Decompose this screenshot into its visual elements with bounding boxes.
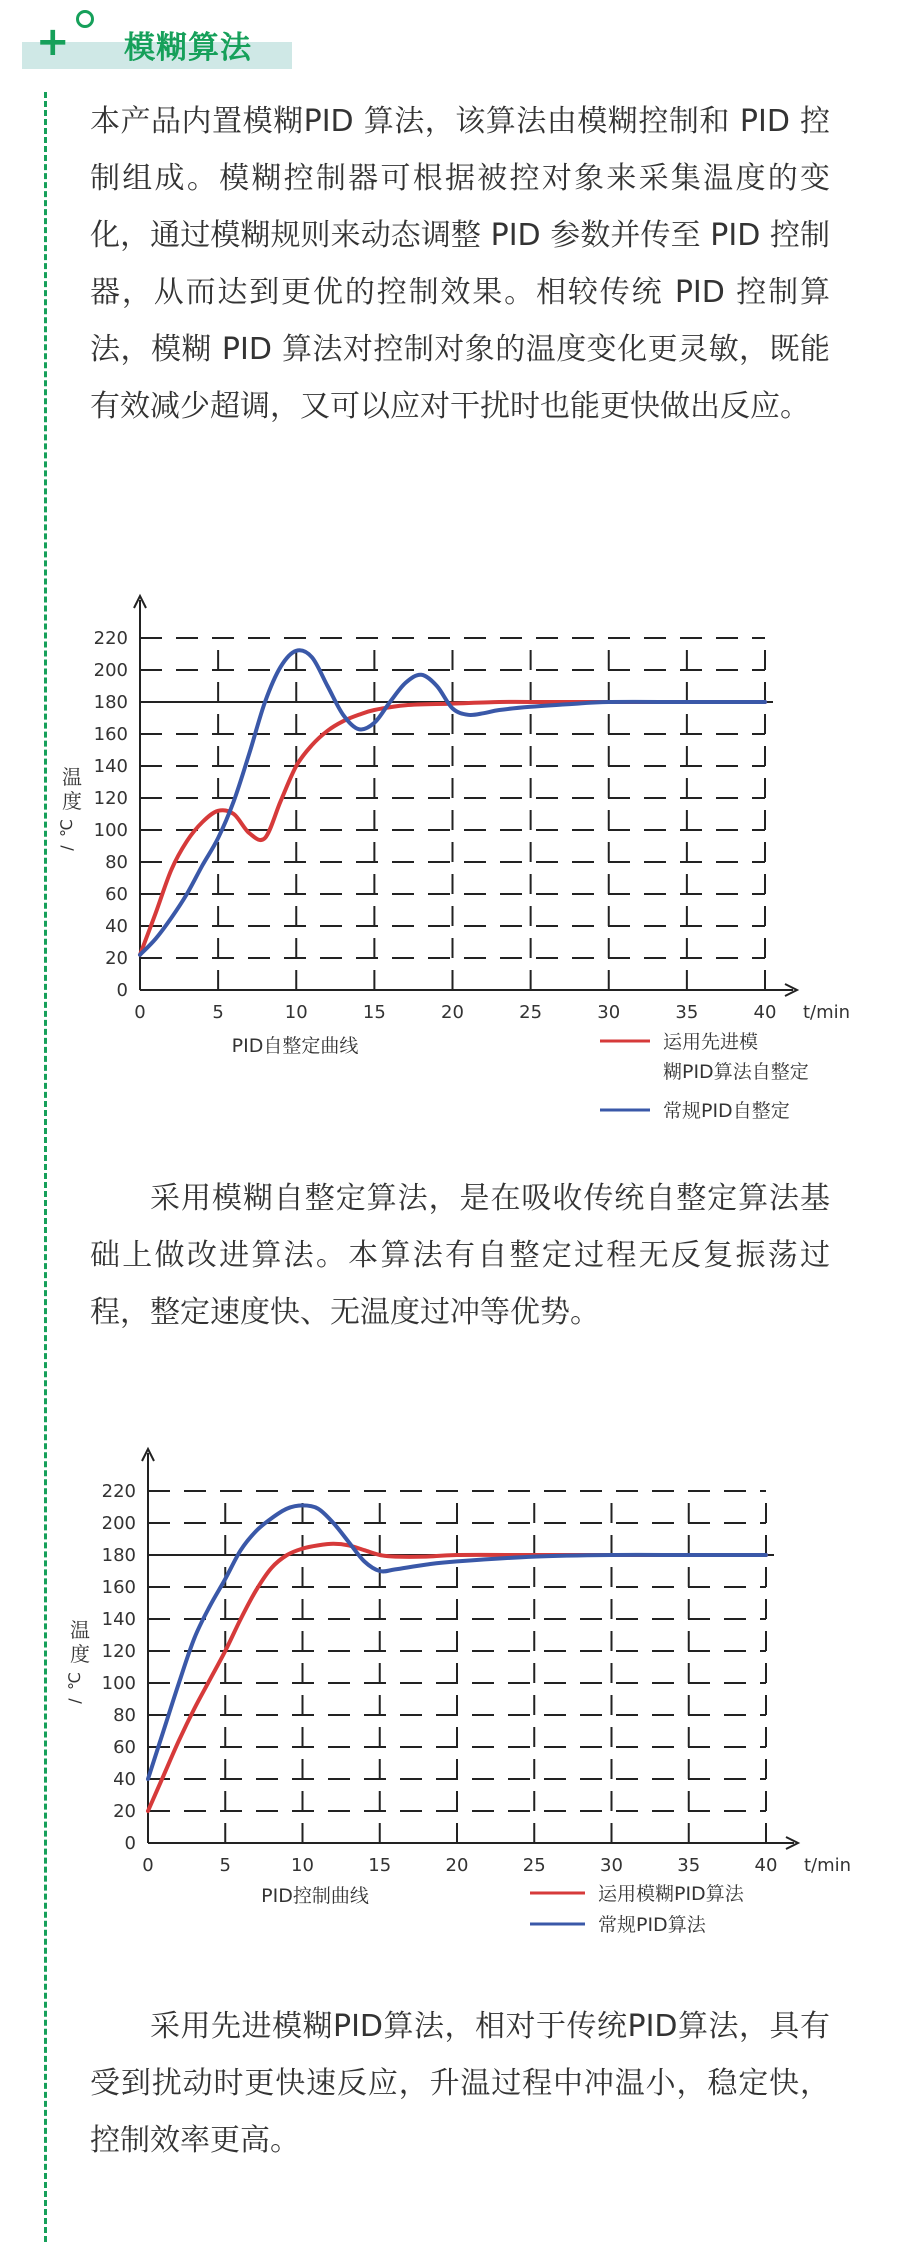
y-axis-label-char: 温	[62, 765, 82, 789]
y-tick-label: 160	[93, 724, 128, 745]
y-tick-label: 200	[101, 1513, 136, 1534]
y-axis-label-char: /	[65, 1698, 84, 1704]
legend-label-blue: 常规PID自整定	[663, 1100, 790, 1122]
x-tick-label: 10	[291, 1855, 314, 1876]
y-tick-label: 200	[93, 660, 128, 681]
circle-icon	[76, 10, 94, 28]
y-axis-label-char: 度	[62, 789, 82, 813]
y-tick-label: 60	[113, 1737, 136, 1758]
y-axis-label-char: ℃	[57, 819, 76, 837]
y-tick-label: 80	[105, 852, 128, 873]
y-tick-label: 40	[105, 916, 128, 937]
x-tick-label: 20	[441, 1002, 464, 1023]
y-tick-label: 120	[101, 1641, 136, 1662]
y-tick-label: 100	[101, 1673, 136, 1694]
y-tick-label: 160	[101, 1577, 136, 1598]
y-axis-label-char: ℃	[65, 1672, 84, 1690]
y-tick-label: 120	[93, 788, 128, 809]
x-tick-label: 25	[519, 1002, 543, 1023]
y-tick-label: 140	[101, 1609, 136, 1630]
legend-label-red-line2: 糊PID算法自整定	[663, 1061, 809, 1083]
x-tick-label: 5	[212, 1002, 224, 1023]
intro-paragraph: 本产品内置模糊PID 算法，该算法由模糊控制和 PID 控制组成。模糊控制器可根据被控对象来采集温度的变化，通过模糊规则来动态调整 PID 参数并传至 PID 控制器，从而达到更优的控制效果。相较传统 PID 控制算法，模糊 PID 算法对控制对象的温度变化更灵敏，既能有效减少超调，又可以应对干扰时也能更快做出反应。	[90, 104, 830, 424]
legend-label-red-line1: 运用先进模	[663, 1031, 759, 1053]
y-tick-label: 220	[93, 628, 128, 649]
y-tick-label: 80	[113, 1705, 136, 1726]
y-axis-label-char: 度	[70, 1642, 90, 1666]
y-tick-label: 180	[93, 692, 128, 713]
y-tick-label: 180	[101, 1545, 136, 1566]
dashed-divider	[44, 92, 47, 2242]
legend-label-red: 运用模糊PID算法	[598, 1883, 744, 1905]
section-title: 模糊算法	[124, 30, 252, 66]
x-tick-label: 35	[675, 1002, 699, 1023]
y-axis-label-char: 温	[70, 1618, 90, 1642]
y-axis-label-char: /	[57, 845, 76, 851]
y-tick-label: 20	[113, 1801, 136, 1822]
x-axis-label: t/min	[804, 1855, 852, 1876]
pid-control-chart	[55, 1450, 855, 1950]
x-tick-label: 30	[597, 1002, 621, 1023]
y-tick-label: 100	[93, 820, 128, 841]
x-tick-label: 10	[284, 1002, 308, 1023]
x-axis-label: t/min	[803, 1002, 851, 1023]
y-tick-label: 60	[105, 884, 128, 905]
chart-title: PID自整定曲线	[231, 1035, 359, 1057]
y-tick-label: 0	[116, 980, 128, 1001]
legend-label-blue: 常规PID算法	[598, 1914, 706, 1936]
y-tick-label: 20	[105, 948, 128, 969]
x-tick-label: 5	[219, 1855, 231, 1876]
x-tick-label: 25	[522, 1855, 546, 1876]
x-tick-label: 15	[368, 1855, 392, 1876]
x-tick-label: 20	[445, 1855, 469, 1876]
y-tick-label: 0	[124, 1833, 136, 1854]
y-tick-label: 220	[101, 1481, 136, 1502]
plus-icon: +	[36, 19, 70, 65]
advanced-paragraph: 采用先进模糊PID算法，相对于传统PID算法，具有受到扰动时更快速反应，升温过程中冲温小，稳定快，控制效率更高。	[90, 2009, 830, 2158]
chart-title: PID控制曲线	[261, 1885, 369, 1907]
x-tick-label: 0	[134, 1002, 146, 1023]
x-tick-label: 40	[754, 1855, 778, 1876]
x-tick-label: 35	[677, 1855, 701, 1876]
x-tick-label: 0	[142, 1855, 154, 1876]
self-tuning-paragraph: 采用模糊自整定算法，是在吸收传统自整定算法基础上做改进算法。本算法有自整定过程无反复振荡过程，整定速度快、无温度过冲等优势。	[90, 1181, 830, 1330]
self-tuning-chart	[55, 570, 855, 1130]
x-tick-label: 30	[600, 1855, 623, 1876]
y-tick-label: 40	[113, 1769, 136, 1790]
y-tick-label: 140	[93, 756, 128, 777]
x-tick-label: 40	[753, 1002, 777, 1023]
x-tick-label: 15	[362, 1002, 386, 1023]
